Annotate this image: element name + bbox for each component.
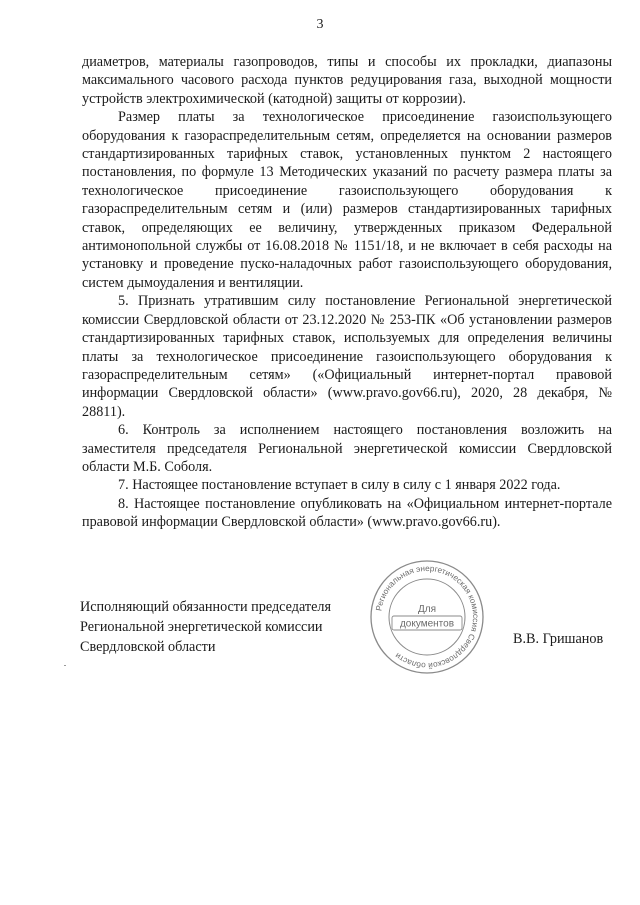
stamp-center-line-1: Для [417, 604, 437, 615]
paragraph-item-5: 5. Признать утратившим силу постановление Региональной энергетической комиссии Свердловской области от 23.12.2020 № 253-ПК «Об установлении размеров стандартизированных тарифных ставок, используемых для определения величины платы за технологическое присоединение газоиспользующего оборудования к газораспределительным сетям» («Официальный интернет-портал правовой информации Свердловской области» (www.pravo.gov66.ru), 2020, 28 декабря, № 28811). [82, 293, 612, 420]
signatory-title-line-1: Исполняющий обязанности председателя [80, 599, 331, 615]
signature-block [80, 597, 331, 657]
document-body [82, 53, 612, 532]
page-number: 3 [316, 17, 324, 32]
stamp-center-box [392, 616, 462, 630]
scan-speck [64, 665, 66, 666]
signatory-title-line-3: Свердловской области [80, 639, 216, 655]
stamp-ring-text: Региональная энергетическая комиссия Свердловской области [374, 563, 481, 671]
signatory-title-line-2: Региональной энергетической комиссии [80, 619, 323, 635]
signatory-name: В.В. Гришанов [513, 631, 604, 647]
paragraph-fee-size: Размер платы за технологическое присоединение газоиспользующего оборудования к газораспределительным сетям, определяется на основании размеров стандартизированных тарифных ставок, установленных пунктом 2 настоящего постановления, по формуле 13 Методических указаний по расчету размера платы за технологическое присоединение газоиспользующего оборудования к газораспределительным сетям и (или) размеров стандартизированных тарифных ставок, определяющих ее величину, утвержденных приказом Федеральной антимонопольной службы от 16.08.2018 № 1151/18, и не включает в себя расходы на установку и проведение пуско-наладочных работ газоиспользующего оборудования, систем дымоудаления и вентиляции. [82, 109, 612, 291]
stamp-center-line-2: документов [399, 618, 455, 630]
paragraph-continuation: диаметров, материалы газопроводов, типы и способы их прокладки, диапазоны максимального часового расхода пунктов редуцирования газа, выходной мощности устройств электрохимической (катодной) защиты от коррозии). [82, 54, 612, 107]
paragraph-item-7: 7. Настоящее постановление вступает в силу в силу с 1 января 2022 года. [118, 477, 561, 494]
paragraph-item-6: 6. Контроль за исполнением настоящего постановления возложить на заместителя председателя Региональной энергетической комиссии Свердловской области М.Б. Соболя. [82, 422, 612, 475]
official-stamp [368, 558, 486, 676]
paragraph-item-8: 8. Настоящее постановление опубликовать на «Официальном интернет-портале правовой информации Свердловской области» (www.pravo.gov66.ru). [82, 495, 612, 531]
